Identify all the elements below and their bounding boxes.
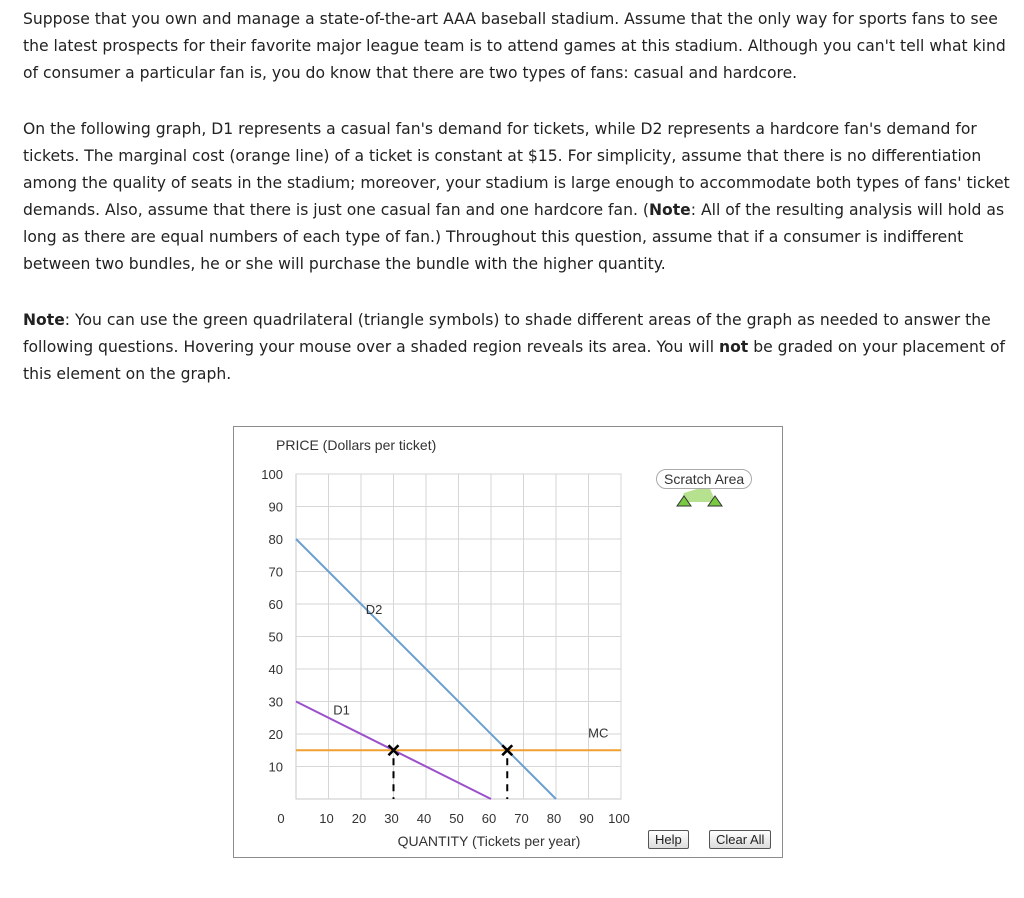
y-tick-label-10: 10 — [268, 759, 283, 775]
x-tick-label-40: 40 — [416, 811, 432, 826]
note-text-a: : You can use the green quadrilateral (triangle symbols) to shade different areas of the graph as needed to answer the following questions. Hovering your mouse over a shaded region reveals its area. You will — [23, 311, 991, 356]
x-tick-label-30: 30 — [384, 811, 399, 826]
intro-text-1: Suppose that you own and manage a state-of-the-art AAA baseball stadium. Assume that the only way for sports fans to see the latest prospects for their favorite major league team is to attend games at this stadium. Although you can't tell what kind of consumer a particular fan is, you do know that there are two types of fans: casual and hardcore. — [23, 10, 1006, 82]
x-tick-label-80: 80 — [546, 811, 562, 826]
x-tick-label-70: 70 — [514, 811, 529, 826]
x-tick-label-50: 50 — [449, 811, 464, 826]
series-label-d2: D2 — [365, 601, 383, 617]
x-tick-label-60: 60 — [481, 811, 497, 826]
graph-panel — [233, 426, 783, 858]
y-tick-label-50: 50 — [268, 629, 283, 645]
x-tick-label-90: 90 — [579, 811, 594, 826]
y-tick-label-70: 70 — [268, 564, 283, 580]
note-bold-label: Note — [23, 311, 65, 329]
intro-paragraph-2 — [23, 116, 1015, 278]
y-tick-label-60: 60 — [268, 597, 283, 612]
chart-svg[interactable] — [234, 427, 782, 857]
series-label-mc: MC — [588, 725, 609, 741]
clear-all-button[interactable]: Clear All — [709, 830, 771, 849]
x-axis-label: QUANTITY (Tickets per year) — [397, 833, 581, 849]
note-text-b: be graded on your placement of this element on the graph. — [23, 338, 1006, 383]
x-tick-label-100: 100 — [608, 811, 630, 826]
y-axis-label: PRICE (Dollars per ticket) — [276, 437, 437, 453]
y-tick-label-90: 90 — [268, 499, 283, 515]
intro-paragraph-1 — [23, 6, 1015, 87]
y-tick-label-20: 20 — [268, 727, 283, 742]
help-button[interactable]: Help — [648, 830, 689, 849]
series-label-d1: D1 — [333, 702, 350, 718]
intro-text-2a: On the following graph, D1 represents a casual fan's demand for tickets, while D2 represents a hardcore fan's demand for tickets. The marginal cost (orange line) of a ticket is constant at $15. For simplicity, assume that there is no differentiation among the quality of seats in the stadium; moreover, your stadium is large enough to accommodate both types of fans' ticket demands. Also, assume that there is just one casual fan and one hardcore fan. ( — [23, 120, 1010, 219]
y-tick-label-40: 40 — [268, 662, 283, 677]
origin-label: 0 — [277, 811, 285, 826]
y-tick-label-30: 30 — [268, 694, 283, 710]
scratch-area-label: Scratch Area — [656, 469, 752, 489]
note-bold: Note — [648, 201, 691, 219]
x-tick-label-20: 20 — [351, 811, 367, 826]
note-paragraph — [23, 307, 1015, 388]
y-tick-label-80: 80 — [268, 532, 283, 547]
y-tick-label-100: 100 — [261, 467, 283, 482]
x-tick-label-10: 10 — [319, 811, 334, 826]
intro-text-2b: : All of the resulting analysis will hold as long as there are equal numbers of each type of fan.) Throughout this question, assume that if a consumer is indifferent between two bundles, he or she will purchase the bundle with the higher quantity. — [23, 201, 1005, 273]
not-bold: not — [718, 338, 749, 356]
